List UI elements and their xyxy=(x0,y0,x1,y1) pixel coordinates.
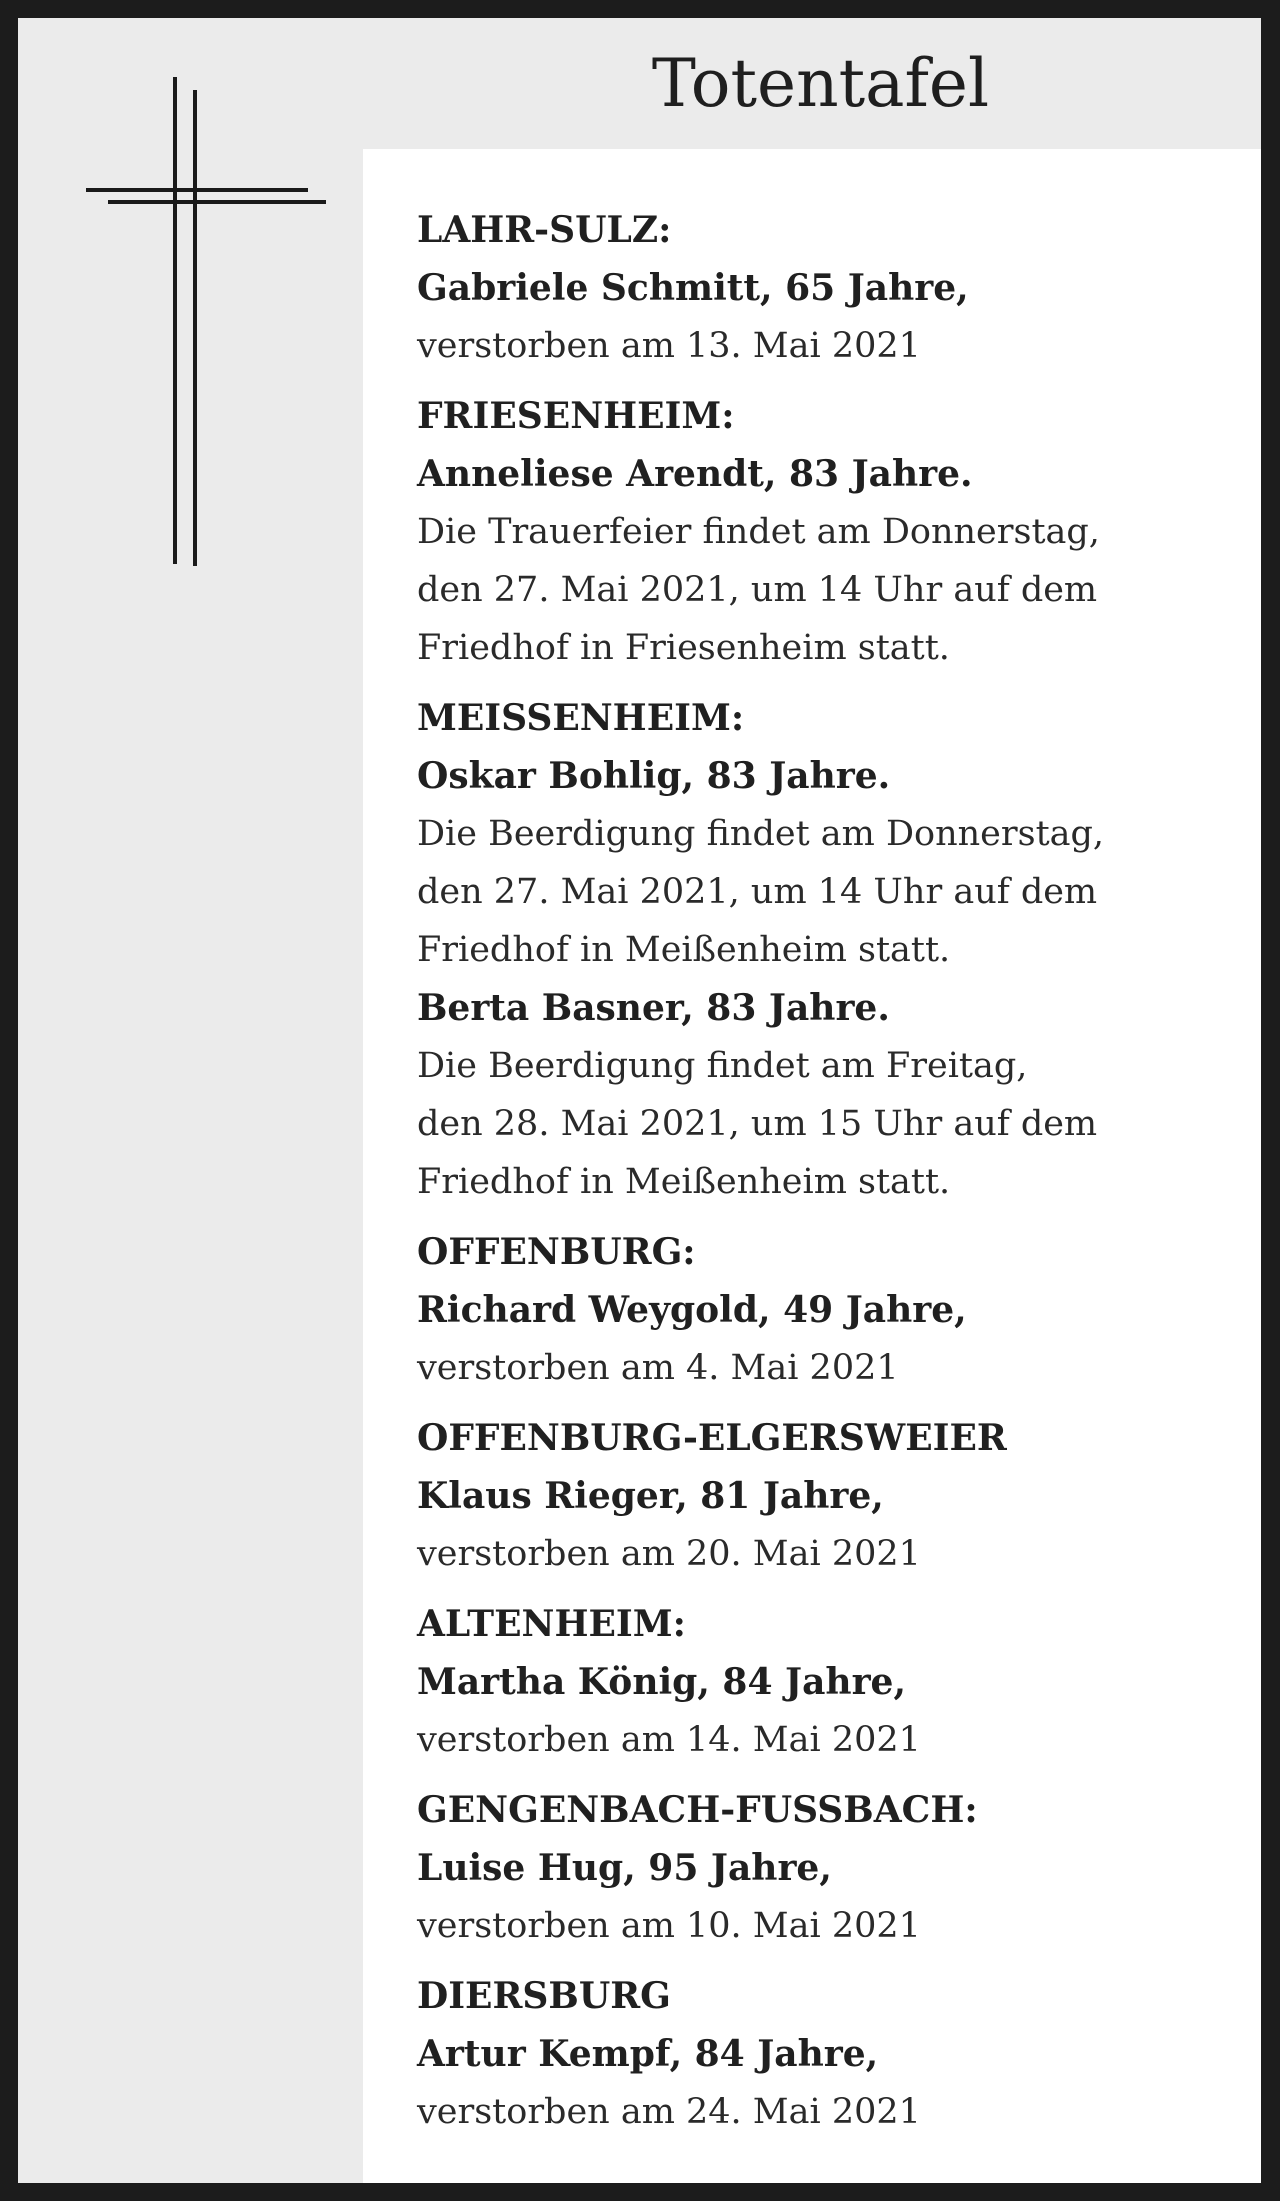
obituary-section xyxy=(417,201,1237,375)
obituary-detail-line: Friedhof in Friesenheim statt. xyxy=(417,628,950,668)
deceased-name: Luise Hug, 95 Jahre, xyxy=(417,1847,832,1889)
obituary-detail-line: verstorben am 4. Mai 2021 xyxy=(417,1348,899,1388)
obituary-section xyxy=(417,1781,1237,1955)
place-heading: MEISSENHEIM: xyxy=(417,697,745,739)
obituary-detail-line: Friedhof in Meißenheim statt. xyxy=(417,1162,951,1202)
place-heading: LAHR-SULZ: xyxy=(417,209,672,251)
obituary-notice xyxy=(18,18,1261,2183)
obituary-detail-line: Die Beerdigung findet am Donnerstag, xyxy=(417,814,1105,854)
obituary-section xyxy=(417,1967,1237,2141)
obituary-detail-line: den 27. Mai 2021, um 14 Uhr auf dem xyxy=(417,872,1098,912)
obituary-section xyxy=(417,689,1237,1211)
place-heading: GENGENBACH-FUSSBACH: xyxy=(417,1789,978,1831)
obituary-list xyxy=(417,201,1237,2153)
deceased-name: Klaus Rieger, 81 Jahre, xyxy=(417,1475,884,1517)
deceased-name: Gabriele Schmitt, 65 Jahre, xyxy=(417,267,969,309)
deceased-name: Oskar Bohlig, 83 Jahre. xyxy=(417,755,891,797)
place-heading: OFFENBURG: xyxy=(417,1231,696,1273)
obituary-section xyxy=(417,1409,1237,1583)
obituary-detail-line: Friedhof in Meißenheim statt. xyxy=(417,930,951,970)
place-heading: FRIESENHEIM: xyxy=(417,395,735,437)
obituary-detail-line: verstorben am 10. Mai 2021 xyxy=(417,1906,921,1946)
obituary-section xyxy=(417,1223,1237,1397)
deceased-name: Anneliese Arendt, 83 Jahre. xyxy=(417,453,973,495)
obituary-detail-line: verstorben am 14. Mai 2021 xyxy=(417,1720,921,1760)
place-heading: OFFENBURG-ELGERSWEIER xyxy=(417,1417,1007,1459)
obituary-detail-line: verstorben am 24. Mai 2021 xyxy=(417,2092,921,2132)
obituary-detail-line: verstorben am 13. Mai 2021 xyxy=(417,326,921,366)
cross-icon xyxy=(58,56,338,566)
obituary-detail-line: den 28. Mai 2021, um 15 Uhr auf dem xyxy=(417,1104,1098,1144)
obituary-detail-line: Die Beerdigung findet am Freitag, xyxy=(417,1046,1028,1086)
obituary-list-panel xyxy=(363,149,1261,2183)
page-title: Totentafel xyxy=(651,45,990,122)
obituary-detail-line: den 27. Mai 2021, um 14 Uhr auf dem xyxy=(417,570,1098,610)
deceased-name: Richard Weygold, 49 Jahre, xyxy=(417,1289,967,1331)
obituary-section xyxy=(417,387,1237,677)
deceased-name: Artur Kempf, 84 Jahre, xyxy=(417,2033,879,2075)
deceased-name: Berta Basner, 83 Jahre. xyxy=(417,987,890,1029)
obituary-detail-line: Die Trauerfeier findet am Donnerstag, xyxy=(417,512,1100,552)
place-heading: ALTENHEIM: xyxy=(417,1603,686,1645)
deceased-name: Martha König, 84 Jahre, xyxy=(417,1661,906,1703)
obituary-detail-line: verstorben am 20. Mai 2021 xyxy=(417,1534,921,1574)
obituary-section xyxy=(417,1595,1237,1769)
place-heading: DIERSBURG xyxy=(417,1975,671,2017)
